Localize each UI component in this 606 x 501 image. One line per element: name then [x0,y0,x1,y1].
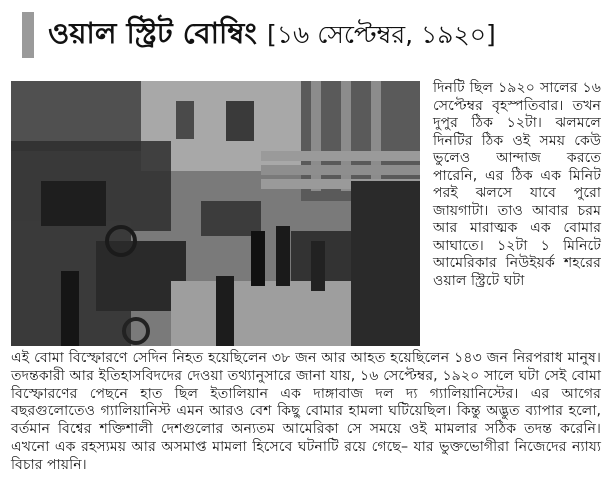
title-accent-bar [22,12,34,58]
article-bottom-text: এই বোমা বিস্ফোরণে সেদিন নিহত হয়েছিলেন ৩৮ জন আর আহত হয়েছিলেন ১৪৩ জন নিরপরাধ মানুষ। তদন্তকারী আর ইতিহাসবিদদের দেওয়া তথ্যানুসারে জানা যায়, ১৬ সেপ্টেম্বর, ১৯২০ সালে ঘটা সেই বোমা বিস্ফোরণের পেছনে হাত ছিল ইতালিয়ান এক দাঙ্গাবাজ দল দ্য গ্যালিয়ানিস্টের। এর আগের বছরগুলোতেও গ্যালিয়ানিস্ট এমন আরও বেশ কিছু বোমার হামলা ঘটিয়েছিল। কিন্তু অদ্ভুত ব্যাপার হলো, বর্তমান বিশ্বের শক্তিশালী দেশগুলোর অন্যতম আমেরিকা সে সময়ে ওই মামলার সঠিক তদন্ত করেনি। এখনো এক রহস্যময় আর অসমাপ্ত মামলা হিসেবে ঘটনাটি রয়ে গেছে– যার ভুক্তভোগীরা নিজেদের ন্যায্য বিচার পায়নি। [11,350,601,473]
historical-photo [11,81,420,346]
photo-illustration [11,81,420,346]
page-title [48,10,598,58]
article-bottom-column [11,350,601,475]
article-side-column [433,80,601,290]
title-text: ওয়াল স্ট্রিট বোম্বিং [48,16,257,50]
title-date: [১৬ সেপ্টেম্বর, ১৯২০] [267,20,496,49]
article-side-text: দিনটি ছিল ১৯২০ সালের ১৬ সেপ্টেম্বর বৃহস্পতিবার। তখন দুপুর ঠিক ১২টা। ঝলমলে দিনটির ঠিক ওই সময় কেউ ভুলেও আন্দাজ করতে পারেনি, এর ঠিক এক মিনিট পরই ঝলসে যাবে পুরো জায়গাটা। তাও আবার চরম আর মারাত্মক এক বোমার আঘাতে। ১২টা ১ মিনিটে আমেরিকার নিউইয়র্ক শহরের ওয়াল স্ট্রিটে ঘটা [433,80,601,289]
